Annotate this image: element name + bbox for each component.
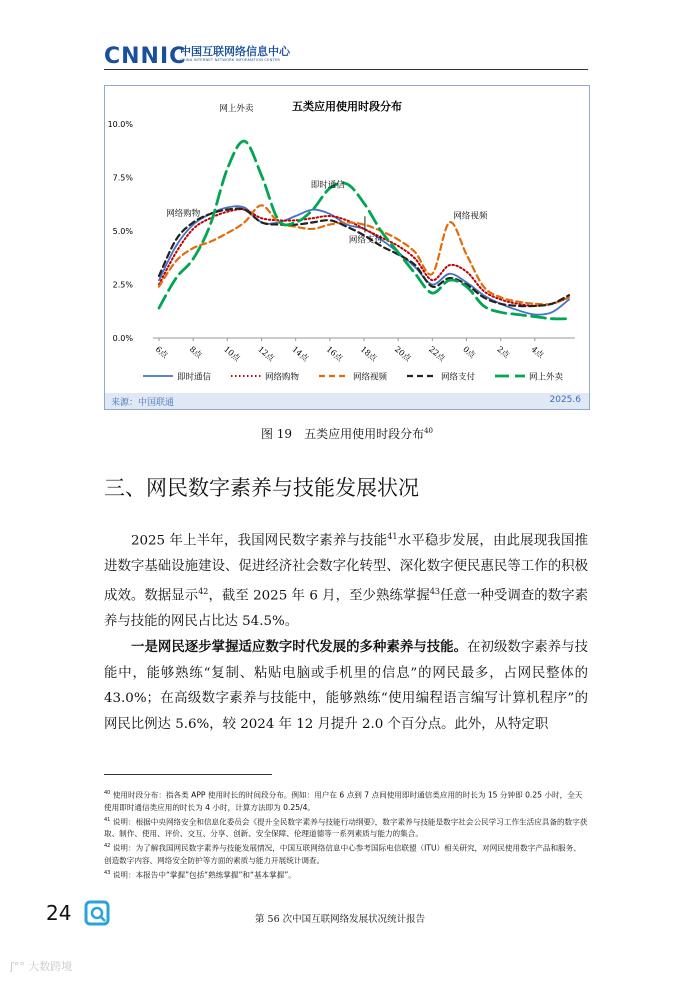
legend-label: 网络购物 xyxy=(265,372,300,383)
section-title: 三、网民数字素养与技能发展状况 xyxy=(104,476,419,500)
chart-footer xyxy=(105,393,589,409)
x-tick-label: 18点 xyxy=(358,344,379,364)
annotation-label: 网络支付 xyxy=(348,235,383,246)
footnote-ref-43: 43 xyxy=(429,587,440,597)
para1-text-2: 水平稳步发展，由此展现我国推进数字基础设施建设、促进经济社会数字化转型、深化数字便民惠民等工作的积极成效。数据显示 xyxy=(104,533,589,604)
legend-item xyxy=(495,372,564,383)
report-title: 第 56 次中国互联网络发展状况统计报告 xyxy=(255,914,426,925)
y-tick-label: 5.0% xyxy=(112,227,133,236)
x-tick-label: 8点 xyxy=(187,344,204,360)
footnote-text: 说明：为了解我国网民数字素养与技能发展情况，中国互联网络信息中心参考国际电信联盟（ITU）相关研究，对网民使用数字产品和服务、创造数字内容、网络安全防护等方面的素质与能力开展统计调查。 xyxy=(104,843,581,865)
series-line-网络视频 xyxy=(159,205,569,304)
series-line-即时通信 xyxy=(159,206,569,315)
header-divider xyxy=(104,69,588,70)
legend-label: 网络视频 xyxy=(353,372,388,383)
footnote-num: 41 xyxy=(104,816,111,823)
footnotes xyxy=(104,787,588,881)
x-tick-label: 10点 xyxy=(222,344,242,364)
legend-item xyxy=(319,372,388,383)
figure-caption xyxy=(0,425,694,442)
para1-text-1: 2025 年上半年，我国网民数字素养与技能 xyxy=(131,533,388,549)
footnote-42 xyxy=(104,840,588,867)
chart-annotations xyxy=(166,103,488,245)
footnote-40 xyxy=(104,787,588,814)
footnote-divider xyxy=(104,774,272,775)
series-lines xyxy=(159,141,569,319)
x-tick-label: 0点 xyxy=(461,344,478,360)
footnote-num: 40 xyxy=(104,790,111,796)
org-name-en: CHINA INTERNET NETWORK INFORMATION CENTER xyxy=(180,58,281,62)
footnote-num: 43 xyxy=(104,869,111,876)
watermark-text: 大数跨境 xyxy=(28,960,73,973)
chart-source: 来源：中国联通 xyxy=(111,398,175,408)
paragraph-2 xyxy=(104,635,588,737)
annotation-label: 即时通信 xyxy=(310,180,345,191)
chart-container xyxy=(104,85,590,410)
caption-text: 图 19 五类应用使用时段分布 xyxy=(260,427,425,441)
chart-legend xyxy=(143,372,564,383)
footnote-num: 42 xyxy=(104,843,111,850)
report-logo-icon xyxy=(84,900,110,926)
series-line-网上外卖 xyxy=(159,141,569,319)
footnote-43 xyxy=(104,867,588,882)
paragraph-1 xyxy=(104,524,588,635)
y-tick-label: 10.0% xyxy=(107,120,133,129)
para1-text-4: 任意一种受调查的数字素养与技能的网民占比达 54.5%。 xyxy=(104,588,589,630)
chart-date: 2025.6 xyxy=(549,395,581,405)
usage-time-chart xyxy=(105,86,589,392)
legend-label: 网络支付 xyxy=(441,372,476,383)
footnote-ref-41: 41 xyxy=(387,532,398,541)
x-tick-label: 20点 xyxy=(392,344,413,364)
footnote-text: 使用时段分布：指各类 APP 使用时长的时间段分布。例如：用户在 6 点到 7 点间使用即时通信类应用的时长为 15 分钟即 0.25 小时，全天使用即时通信类应用的时长为 4 小时，计算方法即为 0.25/4。 xyxy=(104,790,583,812)
chart-title: 五类应用使用时段分布 xyxy=(292,100,402,113)
x-tick-label: 4点 xyxy=(529,344,546,360)
y-tick-label: 2.5% xyxy=(112,280,133,290)
para2-bold-lead: 一是网民逐步掌握适应数字时代发展的多种素养与技能。 xyxy=(131,639,468,655)
x-axis xyxy=(154,338,547,364)
y-tick-label: 7.5% xyxy=(112,173,133,183)
legend-item xyxy=(143,372,212,383)
caption-footnote-ref: 40 xyxy=(424,427,433,435)
x-tick-label: 12点 xyxy=(256,344,276,364)
annotation-label: 网上外卖 xyxy=(219,104,254,115)
series-line-网络支付 xyxy=(159,208,569,306)
x-tick-label: 14点 xyxy=(290,344,311,364)
footnote-41 xyxy=(104,814,588,841)
x-tick-label: 22点 xyxy=(427,344,447,364)
page-number: 24 xyxy=(46,901,72,925)
legend-label: 即时通信 xyxy=(177,372,212,383)
watermark-logo-icon: ʃ°° xyxy=(10,960,25,973)
annotation-label: 网络视频 xyxy=(453,211,488,222)
annotation-label: 网络购物 xyxy=(166,209,201,220)
para2-text: 在初级数字素养与技能中，能够熟练“复制、粘贴电脑或手机里的信息”的网民最多，占网民整体的 43.0%；在高级数字素养与技能中，能够熟练“使用编程语言编写计算机程序”的网民比例达 5.6%，较 2024 年 12 月提升 2.0 个百分点。此外，从特定职 xyxy=(104,640,589,732)
y-axis xyxy=(108,120,575,343)
footnote-text: 说明：本报告中“掌握”包括“熟练掌握”和“基本掌握”。 xyxy=(110,870,296,880)
x-tick-label: 16点 xyxy=(324,344,345,364)
page-header xyxy=(104,40,588,70)
x-tick-label: 2点 xyxy=(495,344,512,360)
watermark xyxy=(10,958,72,974)
cnnic-logo: CNNIC xyxy=(104,44,187,69)
para1-text-3: ，截至 2025 年 6 月，至少熟练掌握 xyxy=(208,588,430,604)
legend-label: 网上外卖 xyxy=(529,372,564,383)
x-tick-label: 6点 xyxy=(153,344,170,360)
legend-item xyxy=(231,372,300,383)
footnote-ref-42: 42 xyxy=(198,587,209,597)
legend-item xyxy=(407,372,476,383)
footnote-text: 说明：根据中央网络安全和信息化委员会《提升全民数字素养与技能行动纲要》，数字素养与技能是数字社会公民学习工作生活应具备的数字获取、制作、使用、评价、交互、分享、创新、安全保障、伦理道德等一系列素质与能力的集合。 xyxy=(104,817,588,839)
org-name-cn: 中国互联网络信息中心 xyxy=(180,45,290,58)
y-tick-label: 0.0% xyxy=(112,334,133,343)
